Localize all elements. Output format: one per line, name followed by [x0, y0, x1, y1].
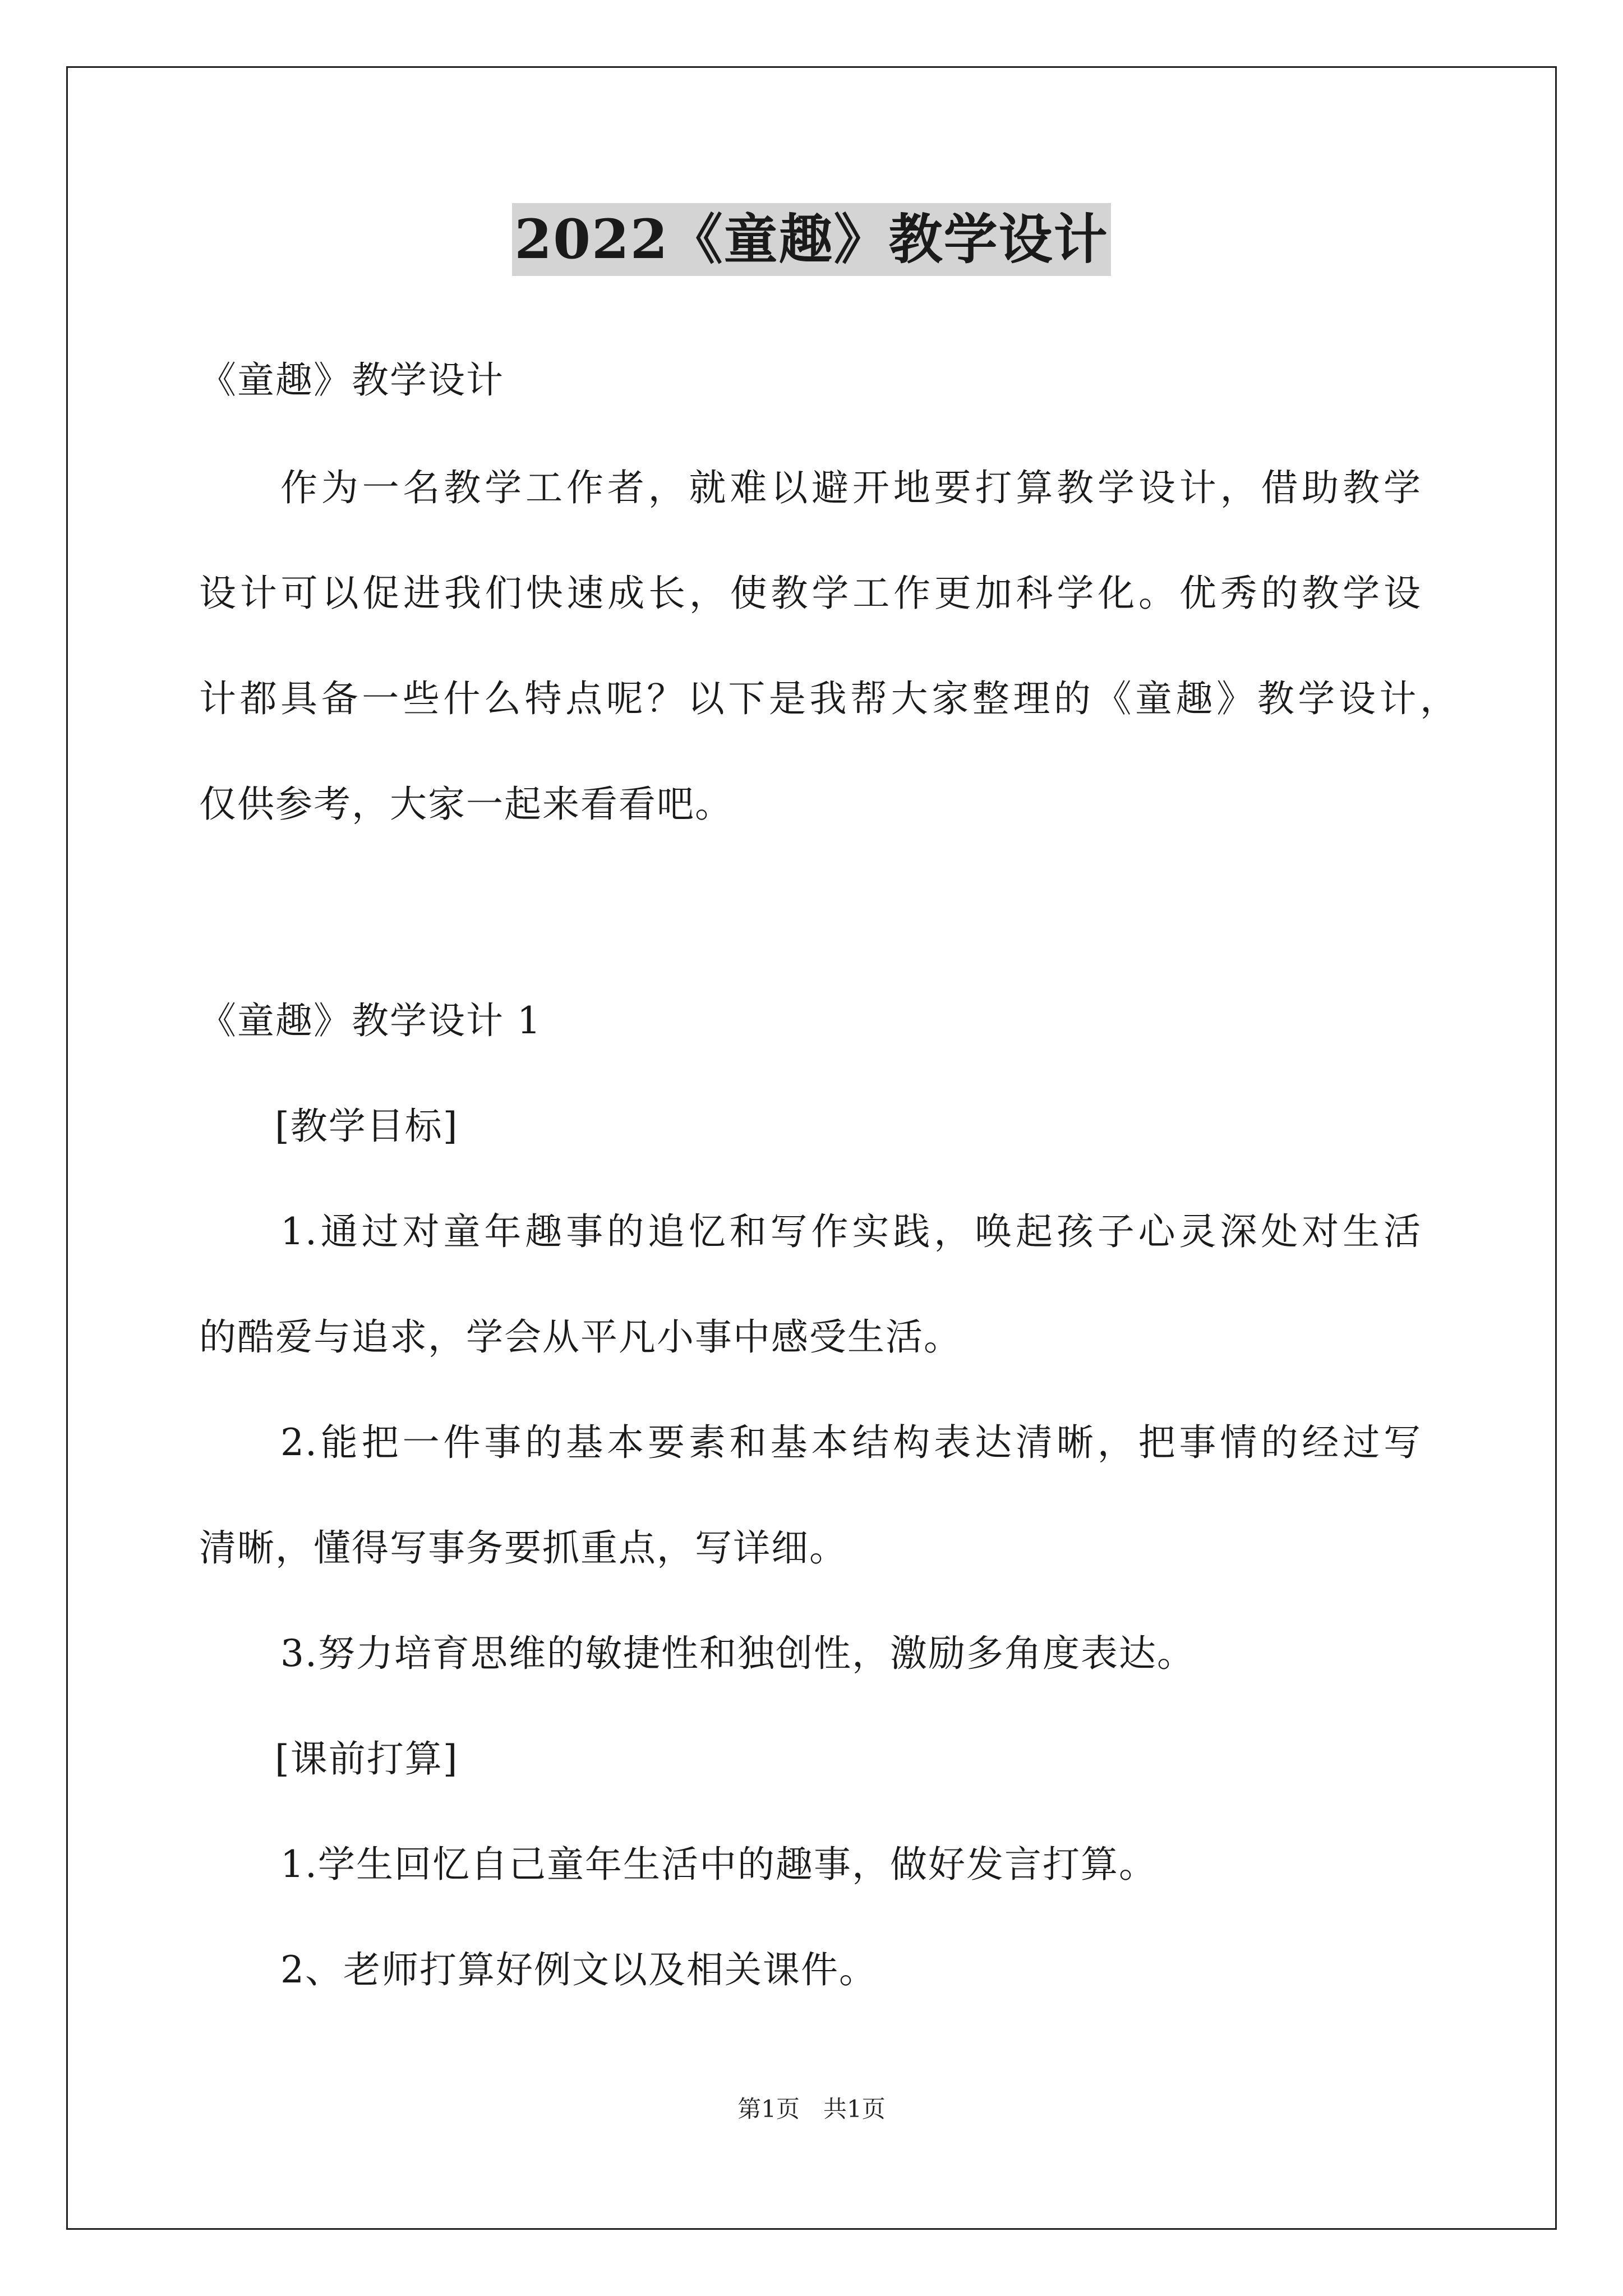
- goal-2-line-2: 清晰，懂得写事务要抓重点，写详细。: [199, 1526, 847, 1570]
- intro-line-2: 设计可以促进我们快速成长，使教学工作更加科学化。优秀的教学设: [199, 572, 1422, 615]
- prep-heading: [课前打算]: [275, 1737, 459, 1780]
- goal-3: 3.努力培育思维的敏捷性和独创性，激励多角度表达。: [280, 1632, 1195, 1675]
- page-footer: 第1页 共1页: [737, 2095, 886, 2123]
- title-container: [0, 203, 1623, 276]
- intro-line-4: 仅供参考，大家一起来看看吧。: [199, 783, 733, 826]
- goals-heading: [教学目标]: [275, 1105, 459, 1148]
- prep-item-2: 2、老师打算好例文以及相关课件。: [280, 1948, 877, 1991]
- intro-line-3: 计都具备一些什么特点呢？以下是我帮大家整理的《童趣》教学设计，: [199, 677, 1458, 720]
- document-title: 2022《童趣》教学设计: [512, 203, 1110, 276]
- prep-item-1: 1.学生回忆自己童年生活中的趣事，做好发言打算。: [280, 1843, 1157, 1886]
- intro-line-1: 作为一名教学工作者，就难以避开地要打算教学设计，借助教学: [280, 466, 1422, 509]
- goal-1-line-2: 的酷爱与追求，学会从平凡小事中感受生活。: [199, 1315, 962, 1359]
- document-subtitle: 《童趣》教学设计: [199, 358, 504, 402]
- section-heading: 《童趣》教学设计 1: [199, 999, 542, 1042]
- goal-1-line-1: 1.通过对童年趣事的追忆和写作实践，唤起孩子心灵深处对生活: [280, 1210, 1422, 1253]
- goal-2-line-1: 2.能把一件事的基本要素和基本结构表达清晰，把事情的经过写: [280, 1421, 1422, 1464]
